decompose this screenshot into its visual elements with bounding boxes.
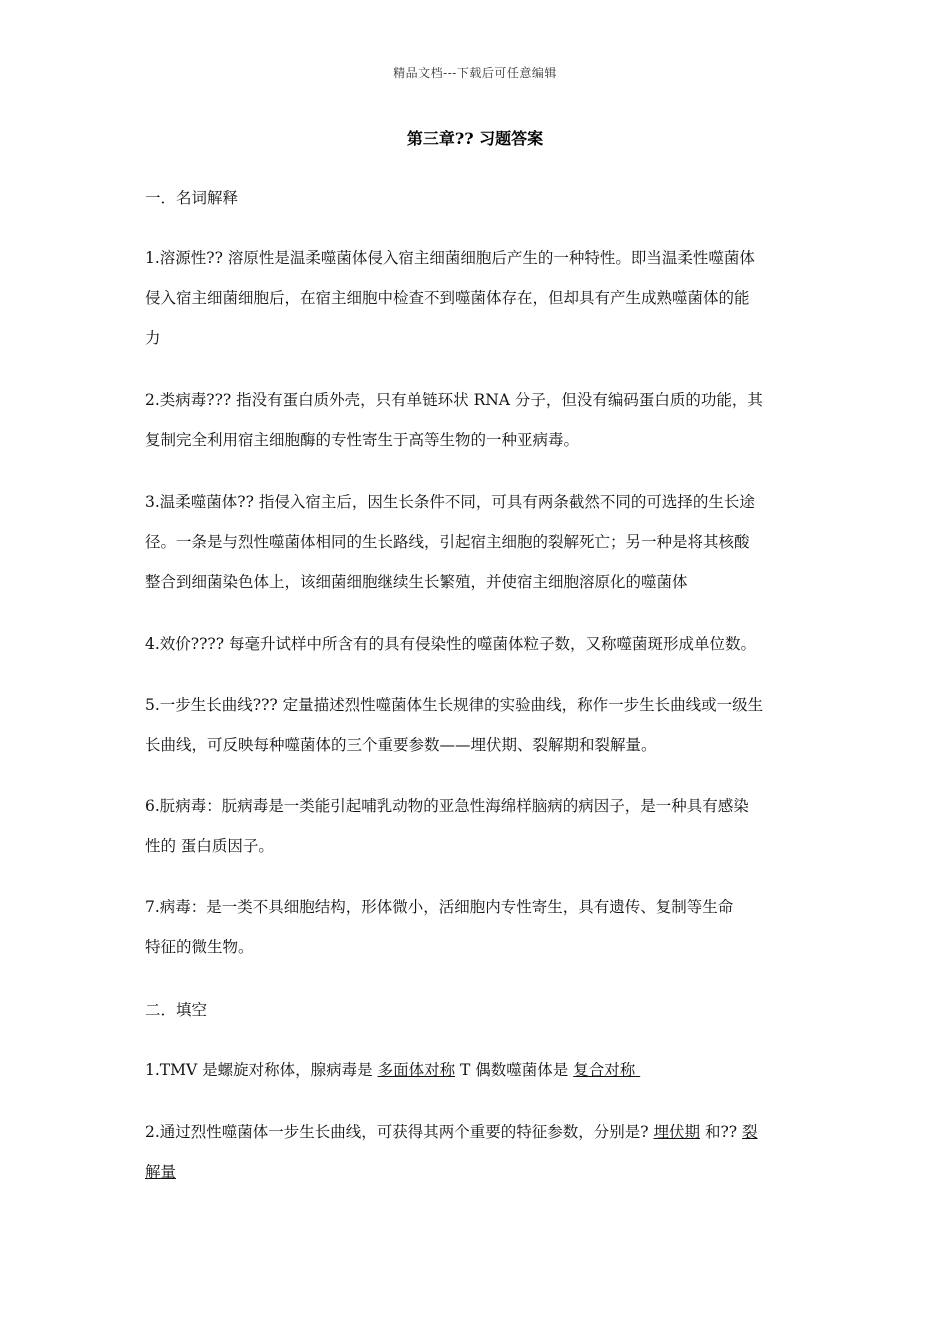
definition-item <box>145 887 810 967</box>
text-line: 6.朊病毒：朊病毒是一类能引起哺乳动物的亚急性海绵样脑病的病因子，是一种具有感染 <box>145 797 749 815</box>
fill-blank-text: 2.通过烈性噬菌体一步生长曲线，可获得其两个重要的特征参数，分别是? <box>145 1123 649 1141</box>
fill-blank-text: T 偶数噬菌体是 <box>460 1061 569 1079</box>
definition-item <box>145 786 810 866</box>
text-line <box>145 1050 810 1090</box>
section-heading-definitions: 一．名词解释 <box>145 189 239 207</box>
section-heading-fill-blank: 二．填空 <box>145 1001 208 1019</box>
fill-blank-answer: 复合对称 <box>573 1061 636 1079</box>
fill-blank-answer: 多面体对称 <box>377 1061 456 1079</box>
definition-item <box>145 482 810 602</box>
definition-item <box>145 685 810 765</box>
fill-blank-item <box>145 1050 810 1090</box>
text-line: 1.溶源性?? 溶原性是温柔噬菌体侵入宿主细菌细胞后产生的一种特性。即当温柔性噬菌体 <box>145 249 755 267</box>
text-line: 复制完全利用宿主细胞酶的专性寄生于高等生物的一种亚病毒。 <box>145 431 580 449</box>
text-line <box>145 1112 810 1152</box>
fill-blank-text: 和?? <box>705 1123 738 1141</box>
page-header: 精品文档---下载后可任意编辑 <box>393 66 557 80</box>
text-line <box>145 1152 810 1192</box>
definition-item <box>145 238 810 358</box>
fill-blank-answer: 解量 <box>145 1163 177 1181</box>
text-line: 7.病毒：是一类不具细胞结构，形体微小，活细胞内专性寄生，具有遗传、复制等生命 <box>145 898 734 916</box>
text-line: 2.类病毒??? 指没有蛋白质外壳，只有单链环状 RNA 分子，但没有编码蛋白质的功能，其 <box>145 391 763 409</box>
definition-item <box>145 380 810 460</box>
text-line: 5.一步生长曲线??? 定量描述烈性噬菌体生长规律的实验曲线，称作一步生长曲线或一级生 <box>145 696 764 714</box>
text-line: 性的 蛋白质因子。 <box>145 837 274 855</box>
text-line: 整合到细菌染色体上，该细菌细胞继续生长繁殖，并使宿主细胞溶原化的噬菌体 <box>145 573 688 591</box>
text-line: 4.效价???? 每毫升试样中所含有的具有侵染性的噬菌体粒子数，又称噬菌斑形成单位数。 <box>145 635 756 653</box>
text-line: 长曲线，可反映每种噬菌体的三个重要参数——埋伏期、裂解期和裂解量。 <box>145 736 657 754</box>
definition-item <box>145 624 810 664</box>
fill-blank-item <box>145 1112 810 1192</box>
text-line: 径。一条是与烈性噬菌体相同的生长路线，引起宿主细胞的裂解死亡；另一种是将其核酸 <box>145 533 750 551</box>
text-line: 力 <box>145 329 161 347</box>
text-line: 3.温柔噬菌体?? 指侵入宿主后，因生长条件不同，可具有两条截然不同的可选择的生长途 <box>145 493 755 511</box>
text-line: 特征的微生物。 <box>145 938 254 956</box>
fill-blank-answer: 埋伏期 <box>653 1123 701 1141</box>
page-title: 第三章?? 习题答案 <box>406 129 544 148</box>
fill-blank-text: 1.TMV 是螺旋对称体，腺病毒是 <box>145 1061 373 1079</box>
fill-blank-answer: 裂 <box>742 1123 758 1141</box>
text-line: 侵入宿主细菌细胞后，在宿主细胞中检查不到噬菌体存在，但却具有产生成熟噬菌体的能 <box>145 289 750 307</box>
